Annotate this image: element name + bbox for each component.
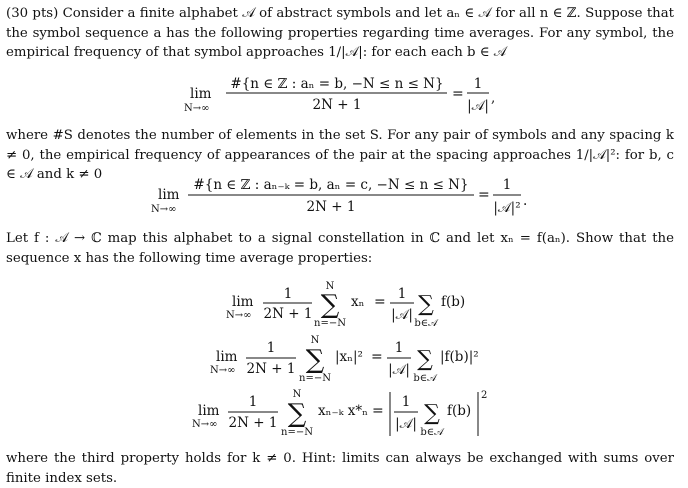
- svg-text:2N + 1: 2N + 1: [246, 361, 296, 377]
- eq1-lim: lim: [190, 86, 212, 102]
- eq1-lim-sub: N→∞: [184, 103, 210, 114]
- eq1-numerator: #{n ∈ ℤ : aₙ = b, −N ≤ n ≤ N}: [230, 76, 444, 92]
- svg-text:N: N: [310, 335, 320, 346]
- svg-text:=: =: [372, 403, 384, 419]
- svg-text:N: N: [325, 281, 335, 292]
- outro-paragraph: where the third property holds for k ≠ 0. Hint: limits can always be exchanged with sums over finite index sets.: [6, 451, 674, 486]
- svg-text:2: 2: [481, 390, 488, 401]
- sum-symbol: ∑: [417, 347, 433, 372]
- intro-paragraph: (30 pts) Consider a finite alphabet 𝒜 of abstract symbols and let aₙ ∈ 𝒜 for all n ∈ ℤ. Suppose that the symbol sequence a has the following properties regarding time averages. For any symbol, the empirical frequency of that symbol approaches 1/|𝒜|: for each each b ∈ 𝒜: [6, 6, 674, 60]
- svg-text:1: 1: [394, 340, 404, 356]
- eq2-lim-sub: N→∞: [151, 204, 177, 215]
- svg-text:f(b): f(b): [441, 294, 466, 310]
- svg-text:n=−N: n=−N: [281, 427, 313, 438]
- svg-text:1: 1: [397, 286, 407, 302]
- eq2-rhs-denominator: |𝒜|²: [493, 200, 521, 216]
- svg-text:b∈𝒜: b∈𝒜: [414, 318, 438, 329]
- svg-text:lim: lim: [216, 349, 238, 365]
- svg-text:1: 1: [401, 394, 411, 410]
- equation-symbol-frequency: [0, 72, 688, 122]
- eq2-rhs-numerator: 1: [502, 177, 512, 193]
- svg-text:xₙ₋ₖ x*ₙ: xₙ₋ₖ x*ₙ: [318, 403, 368, 419]
- svg-text:|𝒜|: |𝒜|: [395, 416, 417, 432]
- svg-text:=: =: [374, 294, 386, 310]
- svg-text:=: =: [478, 187, 490, 203]
- svg-text:b∈𝒜: b∈𝒜: [420, 427, 444, 438]
- sum-symbol: ∑: [287, 399, 307, 429]
- eq1-rhs-denominator: |𝒜|: [467, 98, 489, 114]
- sum-symbol: ∑: [418, 292, 434, 317]
- svg-text:N→∞: N→∞: [210, 365, 236, 376]
- svg-text:N: N: [292, 389, 302, 400]
- svg-text:2N + 1: 2N + 1: [228, 415, 278, 431]
- equation-mean: [0, 280, 688, 332]
- svg-text:|𝒜|: |𝒜|: [391, 307, 413, 323]
- svg-text:|f(b)|²: |f(b)|²: [440, 349, 479, 365]
- svg-text:|𝒜|: |𝒜|: [388, 362, 410, 378]
- equation-pair-frequency: [0, 173, 688, 223]
- svg-text:f(b): f(b): [447, 403, 472, 419]
- svg-text:n=−N: n=−N: [299, 373, 331, 384]
- eq2-denominator: 2N + 1: [306, 199, 356, 215]
- svg-text:b∈𝒜: b∈𝒜: [413, 373, 437, 384]
- svg-text:lim: lim: [198, 403, 220, 419]
- svg-text:N→∞: N→∞: [192, 419, 218, 430]
- svg-text:1: 1: [248, 394, 258, 410]
- eq2-lim: lim: [158, 187, 180, 203]
- equation-autocorrelation: [0, 386, 688, 440]
- svg-text:=: =: [452, 86, 464, 102]
- eq1-denominator: 2N + 1: [312, 97, 362, 113]
- pair-paragraph: where #S denotes the number of elements in the set S. For any pair of symbols and any spacing k ≠ 0, the empirical frequency of appearances of the pair at the spacing approaches 1/|𝒜|²: for b, c ∈ 𝒜 and k ≠ 0: [6, 128, 674, 182]
- svg-text:N→∞: N→∞: [226, 310, 252, 321]
- mapping-paragraph: Let f : 𝒜 → ℂ map this alphabet to a signal constellation in ℂ and let xₙ = f(aₙ). Show that the sequence x has the following time average properties:: [6, 231, 674, 266]
- svg-text:2N + 1: 2N + 1: [263, 306, 313, 322]
- svg-text:1: 1: [266, 340, 276, 356]
- sum-symbol: ∑: [320, 290, 340, 320]
- svg-text:=: =: [371, 349, 383, 365]
- eq1-tail: ,: [491, 90, 496, 106]
- svg-text:n=−N: n=−N: [314, 318, 346, 329]
- svg-text:1: 1: [283, 286, 293, 302]
- svg-text:|xₙ|²: |xₙ|²: [335, 349, 363, 365]
- eq1-rhs-numerator: 1: [473, 76, 483, 92]
- equation-power: [0, 334, 688, 386]
- eq2-numerator: #{n ∈ ℤ : aₙ₋ₖ = b, aₙ = c, −N ≤ n ≤ N}: [193, 177, 469, 193]
- sum-symbol: ∑: [305, 345, 325, 375]
- svg-text:lim: lim: [232, 294, 254, 310]
- eq2-tail: .: [523, 193, 528, 209]
- svg-text:xₙ: xₙ: [351, 294, 365, 310]
- sum-symbol: ∑: [424, 401, 440, 426]
